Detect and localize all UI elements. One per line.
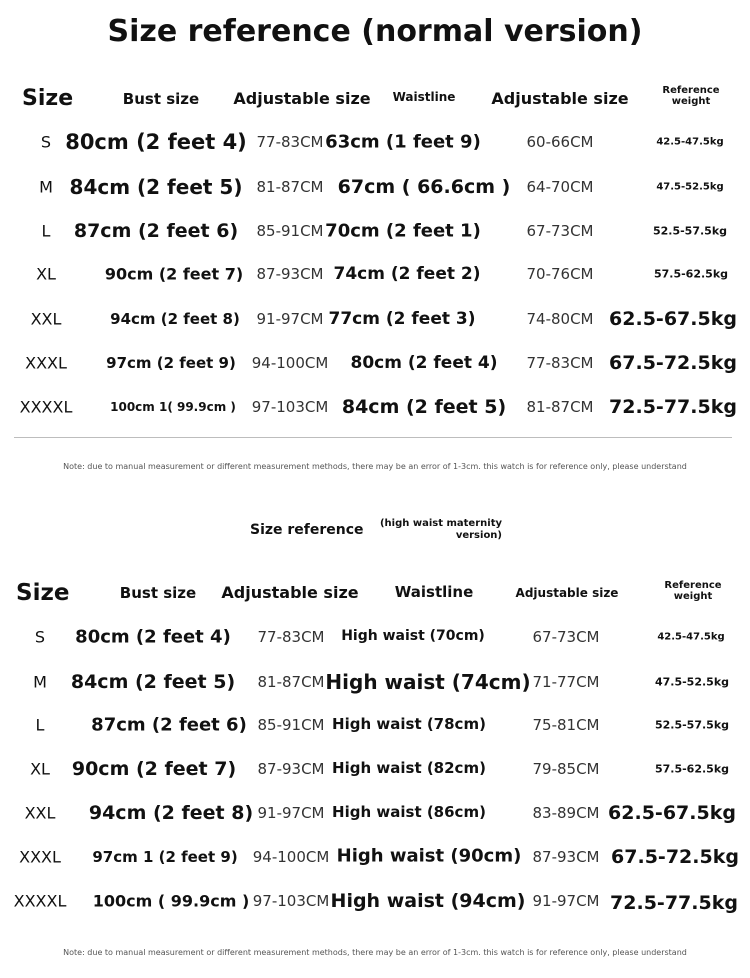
table1-row-adjustable-1: 94-100CM bbox=[251, 354, 329, 372]
page-title: Size reference (normal version) bbox=[107, 14, 643, 49]
table1-row-weight: 42.5-47.5kg bbox=[656, 136, 724, 148]
table2-row-waistline: High waist (74cm) bbox=[325, 670, 531, 694]
table2-header-adjustable-2: Adjustable size bbox=[515, 586, 619, 600]
table1-header-adjustable-1: Adjustable size bbox=[233, 89, 371, 108]
table1-row-bust: 94cm (2 feet 8) bbox=[110, 310, 240, 328]
table1-row-weight: 72.5-77.5kg bbox=[609, 396, 737, 418]
table1-row-adjustable-1: 81-87CM bbox=[256, 178, 324, 196]
table1-row-waistline: 77cm (2 feet 3) bbox=[328, 309, 476, 329]
table2-header-size: Size bbox=[16, 580, 70, 606]
table2-header-bust: Bust size bbox=[119, 584, 197, 602]
table2-row-adjustable-2: 71-77CM bbox=[532, 673, 600, 691]
table2-row-weight: 52.5-57.5kg bbox=[654, 718, 730, 732]
table1-header-waistline: Waistline bbox=[392, 90, 456, 104]
table1-row-weight: 57.5-62.5kg bbox=[653, 267, 729, 281]
table1-row-adjustable-2: 77-83CM bbox=[526, 354, 594, 372]
table1-row-size: XXXXL bbox=[19, 397, 73, 417]
table1-row-adjustable-1: 91-97CM bbox=[256, 310, 324, 328]
table1-row-adjustable-2: 60-66CM bbox=[526, 133, 594, 151]
table1-row-adjustable-1: 97-103CM bbox=[251, 398, 329, 416]
table1-row-adjustable-1: 77-83CM bbox=[256, 133, 324, 151]
table1-row-bust: 100cm 1( 99.9cm ) bbox=[110, 400, 236, 414]
table1-header-weight-line2: weight bbox=[671, 96, 711, 107]
table2-header-adjustable-1: Adjustable size bbox=[221, 583, 359, 602]
table1-row-adjustable-2: 81-87CM bbox=[526, 398, 594, 416]
section2-subtitle-line1: (high waist maternity bbox=[379, 518, 502, 529]
table1-header-adjustable-2: Adjustable size bbox=[491, 89, 629, 108]
table1-row-bust: 90cm (2 feet 7) bbox=[104, 264, 244, 284]
table2-header-weight-line1: Reference bbox=[664, 580, 722, 591]
table2-row-adjustable-1: 87-93CM bbox=[257, 760, 325, 778]
table2-row-size: XXXL bbox=[19, 847, 61, 867]
table1-row-waistline: 63cm (1 feet 9) bbox=[325, 131, 481, 153]
table1-header-size: Size bbox=[22, 86, 74, 111]
table2-header-waistline: Waistline bbox=[394, 583, 474, 601]
table2-row-weight: 57.5-62.5kg bbox=[654, 762, 730, 776]
table1-row-size: M bbox=[39, 177, 53, 197]
table1-row-adjustable-2: 64-70CM bbox=[526, 178, 594, 196]
table2-row-bust: 80cm (2 feet 4) bbox=[75, 626, 231, 648]
table1-row-weight: 47.5-52.5kg bbox=[656, 181, 724, 193]
table2-row-waistline: High waist (90cm) bbox=[336, 845, 522, 867]
table2-row-adjustable-2: 75-81CM bbox=[532, 716, 600, 734]
table1-row-adjustable-2: 67-73CM bbox=[526, 222, 594, 240]
table2-row-size: L bbox=[35, 715, 45, 735]
table1-row-adjustable-1: 87-93CM bbox=[256, 265, 324, 283]
table2-row-adjustable-2: 79-85CM bbox=[532, 760, 600, 778]
table1-row-size: XXL bbox=[30, 309, 62, 329]
table2-row-weight: 67.5-72.5kg bbox=[611, 846, 739, 868]
table1-row-bust: 87cm (2 feet 6) bbox=[73, 220, 239, 242]
table2-row-waistline: High waist (94cm) bbox=[330, 890, 526, 912]
table1-row-size: XL bbox=[36, 264, 56, 284]
table2-row-waistline: High waist (70cm) bbox=[341, 628, 485, 644]
table2-row-adjustable-1: 77-83CM bbox=[257, 628, 325, 646]
table1-header-weight-line1: Reference bbox=[662, 85, 720, 96]
table2-row-bust: 100cm ( 99.9cm ) bbox=[92, 891, 250, 911]
table2-row-adjustable-2: 67-73CM bbox=[532, 628, 600, 646]
table1-row-waistline: 70cm (2 feet 1) bbox=[325, 220, 481, 242]
measurement-note-1: Note: due to manual measurement or different measurement methods, there may be an error of 1-3cm. this watch is for reference only, please understand bbox=[63, 462, 687, 471]
table1-row-waistline: 84cm (2 feet 5) bbox=[341, 396, 507, 418]
table2-row-adjustable-2: 87-93CM bbox=[532, 848, 600, 866]
table2-row-weight: 62.5-67.5kg bbox=[608, 802, 736, 824]
table2-header-weight-line2: weight bbox=[673, 591, 713, 602]
table1-header-weight bbox=[662, 85, 719, 107]
table2-row-bust: 90cm (2 feet 7) bbox=[71, 758, 237, 780]
table2-row-bust: 94cm (2 feet 8) bbox=[88, 802, 254, 824]
table1-row-size: XXXL bbox=[25, 353, 67, 373]
table1-row-waistline: 74cm (2 feet 2) bbox=[333, 264, 481, 284]
section-divider bbox=[14, 437, 732, 438]
table2-row-size: S bbox=[34, 627, 46, 647]
table1-row-adjustable-1: 85-91CM bbox=[256, 222, 324, 240]
table2-row-size: XXXXL bbox=[13, 891, 67, 911]
table1-row-adjustable-2: 70-76CM bbox=[526, 265, 594, 283]
table2-header-weight bbox=[664, 580, 721, 602]
table1-row-bust: 80cm (2 feet 4) bbox=[65, 130, 247, 154]
table1-row-weight: 62.5-67.5kg bbox=[609, 308, 737, 330]
table2-row-size: M bbox=[33, 672, 47, 692]
table1-row-size: S bbox=[40, 132, 52, 152]
table1-row-bust: 84cm (2 feet 5) bbox=[69, 175, 243, 199]
table2-row-waistline: High waist (78cm) bbox=[332, 715, 486, 733]
table2-row-waistline: High waist (86cm) bbox=[332, 803, 486, 821]
table1-header-bust: Bust size bbox=[122, 90, 200, 108]
table2-row-bust: 97cm 1 (2 feet 9) bbox=[92, 848, 238, 866]
table2-row-weight: 47.5-52.5kg bbox=[654, 675, 730, 689]
table1-row-bust: 97cm (2 feet 9) bbox=[106, 354, 236, 372]
table1-row-adjustable-2: 74-80CM bbox=[526, 310, 594, 328]
table2-row-adjustable-1: 85-91CM bbox=[257, 716, 325, 734]
table1-row-weight: 52.5-57.5kg bbox=[652, 224, 728, 238]
table2-row-adjustable-1: 91-97CM bbox=[257, 804, 325, 822]
table1-row-weight: 67.5-72.5kg bbox=[609, 352, 737, 374]
section2-subtitle-line2: version) bbox=[455, 530, 502, 541]
table1-row-waistline: 80cm (2 feet 4) bbox=[350, 353, 498, 373]
section2-title: Size reference bbox=[250, 522, 364, 538]
table2-row-weight: 42.5-47.5kg bbox=[657, 631, 725, 643]
table2-row-adjustable-2: 91-97CM bbox=[532, 892, 600, 910]
table1-row-waistline: 67cm ( 66.6cm ) bbox=[337, 176, 511, 198]
table2-row-adjustable-2: 83-89CM bbox=[532, 804, 600, 822]
table2-row-size: XXL bbox=[24, 803, 56, 823]
table2-row-adjustable-1: 81-87CM bbox=[257, 673, 325, 691]
table2-row-bust: 87cm (2 feet 6) bbox=[91, 714, 247, 736]
measurement-note-2: Note: due to manual measurement or different measurement methods, there may be an error of 1-3cm. this watch is for reference only, please understand bbox=[63, 948, 687, 957]
table2-row-adjustable-1: 97-103CM bbox=[252, 892, 330, 910]
table2-row-adjustable-1: 94-100CM bbox=[252, 848, 330, 866]
section2-subtitle bbox=[376, 518, 502, 542]
table2-row-waistline: High waist (82cm) bbox=[332, 759, 486, 777]
table1-row-size: L bbox=[41, 221, 51, 241]
table2-row-size: XL bbox=[30, 759, 50, 779]
table2-row-weight: 72.5-77.5kg bbox=[610, 892, 738, 914]
table2-row-bust: 84cm (2 feet 5) bbox=[70, 671, 236, 693]
